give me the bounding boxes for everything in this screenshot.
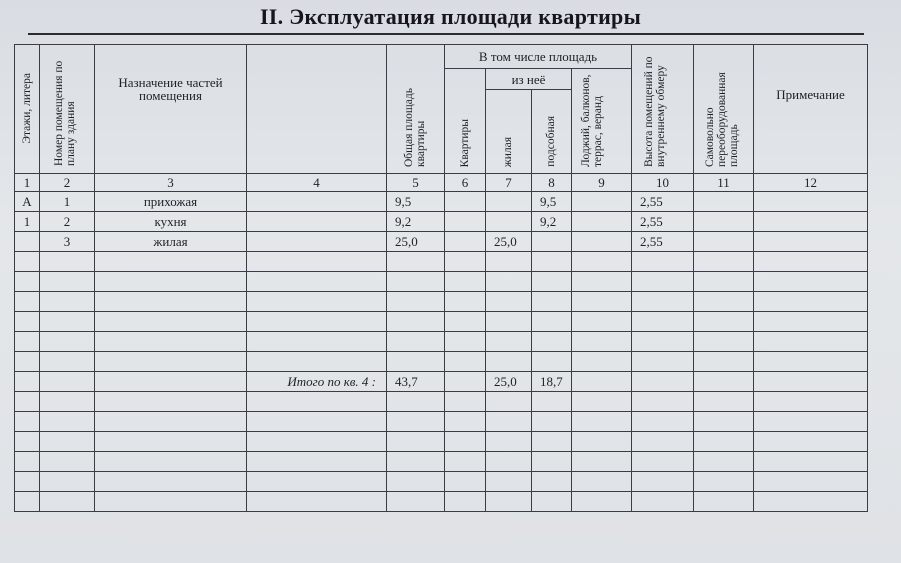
column-number: 9 bbox=[572, 174, 632, 192]
cell-floor: А bbox=[15, 192, 40, 212]
cell-loggia bbox=[572, 232, 632, 252]
cell-apartments bbox=[445, 212, 486, 232]
cell-auxiliary: 9,2 bbox=[532, 212, 572, 232]
cell-apartments bbox=[445, 232, 486, 252]
column-number: 7 bbox=[486, 174, 532, 192]
header-floor: Этажи, литера bbox=[15, 45, 40, 174]
header-living: жилая bbox=[486, 90, 532, 174]
header-auxiliary: подсобная bbox=[532, 90, 572, 174]
header-total-area: Общая площадь квартиры bbox=[387, 45, 445, 174]
cell-floor: 1 bbox=[15, 212, 40, 232]
column-number-row bbox=[15, 174, 868, 192]
cell-total-area: 9,2 bbox=[387, 212, 445, 232]
column-number: 4 bbox=[247, 174, 387, 192]
column-number: 2 bbox=[40, 174, 95, 192]
cell-unauthorized bbox=[694, 192, 754, 212]
cell-room-number: 3 bbox=[40, 232, 95, 252]
cell-note bbox=[754, 232, 868, 252]
cell-loggia bbox=[572, 212, 632, 232]
empty-row bbox=[15, 452, 868, 472]
empty-row bbox=[15, 292, 868, 312]
cell-total-area: 25,0 bbox=[387, 232, 445, 252]
cell-living bbox=[486, 212, 532, 232]
header-blank bbox=[247, 45, 387, 174]
cell-living: 25,0 bbox=[486, 232, 532, 252]
empty-row bbox=[15, 272, 868, 292]
table-row bbox=[15, 192, 868, 212]
cell-blank bbox=[247, 192, 387, 212]
total-row bbox=[15, 372, 868, 392]
page-title: II. Эксплуатация площади квартиры bbox=[259, 4, 642, 29]
cell-note bbox=[754, 212, 868, 232]
empty-row bbox=[15, 472, 868, 492]
empty-row bbox=[15, 432, 868, 452]
header-purpose: Назначение частей помещения bbox=[95, 45, 247, 174]
cell-height: 2,55 bbox=[632, 192, 694, 212]
header-of-which: из неё bbox=[486, 69, 572, 90]
cell-blank bbox=[247, 212, 387, 232]
column-number: 11 bbox=[694, 174, 754, 192]
cell-room-number: 2 bbox=[40, 212, 95, 232]
table-row bbox=[15, 232, 868, 252]
header-apartments: Квартиры bbox=[445, 69, 486, 174]
header-room-number: Номер помещения по плану здания bbox=[40, 45, 95, 174]
header-height: Высота помещений по внутреннему обмеру bbox=[632, 45, 694, 174]
area-table bbox=[14, 44, 868, 512]
total-area-sum: 43,7 bbox=[387, 372, 445, 392]
cell-living bbox=[486, 192, 532, 212]
cell-blank bbox=[247, 232, 387, 252]
column-number: 5 bbox=[387, 174, 445, 192]
empty-row bbox=[15, 312, 868, 332]
table-row bbox=[15, 212, 868, 232]
column-number: 1 bbox=[15, 174, 40, 192]
header-note: Примечание bbox=[754, 45, 868, 174]
cell-purpose: жилая bbox=[95, 232, 247, 252]
living-area-sum: 25,0 bbox=[486, 372, 532, 392]
empty-row bbox=[15, 392, 868, 412]
empty-row bbox=[15, 492, 868, 512]
column-number: 12 bbox=[754, 174, 868, 192]
empty-row bbox=[15, 412, 868, 432]
cell-purpose: прихожая bbox=[95, 192, 247, 212]
empty-row bbox=[15, 252, 868, 272]
cell-height: 2,55 bbox=[632, 232, 694, 252]
column-number: 6 bbox=[445, 174, 486, 192]
header-loggia: Лоджий, балконов, террас, веранд bbox=[572, 69, 632, 174]
cell-auxiliary bbox=[532, 232, 572, 252]
cell-auxiliary: 9,5 bbox=[532, 192, 572, 212]
header-incl-area: В том числе площадь bbox=[445, 45, 632, 69]
cell-unauthorized bbox=[694, 212, 754, 232]
column-number: 8 bbox=[532, 174, 572, 192]
column-number: 10 bbox=[632, 174, 694, 192]
column-number: 3 bbox=[95, 174, 247, 192]
header-unauthorized: Самовольно переоборудованная площадь bbox=[694, 45, 754, 174]
cell-total-area: 9,5 bbox=[387, 192, 445, 212]
auxiliary-area-sum: 18,7 bbox=[532, 372, 572, 392]
total-label: Итого по кв. 4 : bbox=[247, 372, 387, 392]
title-underline bbox=[28, 33, 864, 35]
empty-row bbox=[15, 352, 868, 372]
cell-apartments bbox=[445, 192, 486, 212]
cell-loggia bbox=[572, 192, 632, 212]
empty-row bbox=[15, 332, 868, 352]
cell-purpose: кухня bbox=[95, 212, 247, 232]
cell-height: 2,55 bbox=[632, 212, 694, 232]
cell-unauthorized bbox=[694, 232, 754, 252]
cell-floor bbox=[15, 232, 40, 252]
cell-room-number: 1 bbox=[40, 192, 95, 212]
cell-note bbox=[754, 192, 868, 212]
